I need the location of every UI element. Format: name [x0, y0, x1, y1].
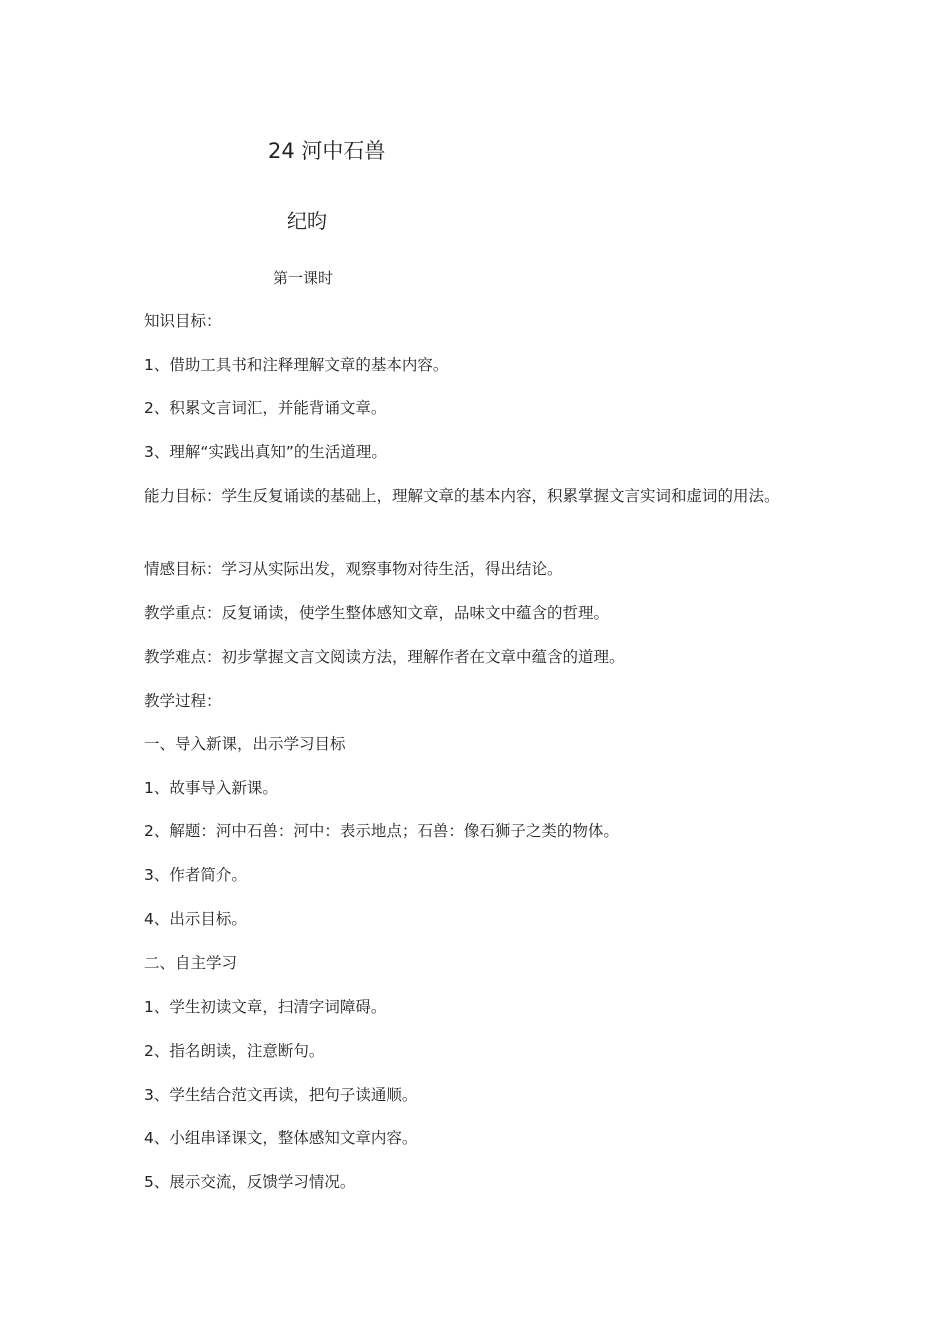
section-one-item-1: 1、故事导入新课。: [144, 779, 278, 797]
section-one-item-2: 2、解题：河中石兽：河中：表示地点；石兽：像石狮子之类的物体。: [144, 822, 619, 840]
section-one-item-3: 3、作者简介。: [144, 866, 247, 884]
section-two-item-4: 4、小组串译课文，整体感知文章内容。: [144, 1129, 418, 1147]
section-two-item-2: 2、指名朗读，注意断句。: [144, 1042, 325, 1060]
section-two-item-5: 5、展示交流，反馈学习情况。: [144, 1173, 356, 1191]
ability-goals: 能力目标：学生反复诵读的基础上，理解文章的基本内容，积累掌握文言实词和虚词的用法。: [144, 487, 780, 505]
knowledge-goal-3: 3、理解“实践出真知”的生活道理。: [144, 443, 387, 461]
knowledge-goal-2: 2、积累文言词汇，并能背诵文章。: [144, 399, 387, 417]
lesson-label: 第一课时: [273, 269, 334, 287]
section-two-item-3: 3、学生结合范文再读，把句子读通顺。: [144, 1086, 418, 1104]
knowledge-goal-1: 1、借助工具书和注释理解文章的基本内容。: [144, 356, 449, 374]
section-one-heading: 一、导入新课，出示学习目标: [144, 735, 346, 753]
teaching-process-heading: 教学过程：: [144, 692, 222, 710]
knowledge-goals-heading: 知识目标：: [144, 312, 222, 330]
teaching-difficulties: 教学难点：初步掌握文言文阅读方法，理解作者在文章中蕴含的道理。: [144, 648, 625, 666]
teaching-key-points: 教学重点：反复诵读，使学生整体感知文章，品味文中蕴含的哲理。: [144, 604, 610, 622]
document-author: 纪昀: [287, 209, 327, 233]
emotion-goals: 情感目标：学习从实际出发，观察事物对待生活，得出结论。: [144, 560, 563, 578]
section-one-item-4: 4、出示目标。: [144, 910, 247, 928]
section-two-heading: 二、自主学习: [144, 954, 238, 972]
section-two-item-1: 1、学生初读文章，扫清字词障碍。: [144, 998, 387, 1016]
document-title: 24 河中石兽: [268, 139, 386, 163]
